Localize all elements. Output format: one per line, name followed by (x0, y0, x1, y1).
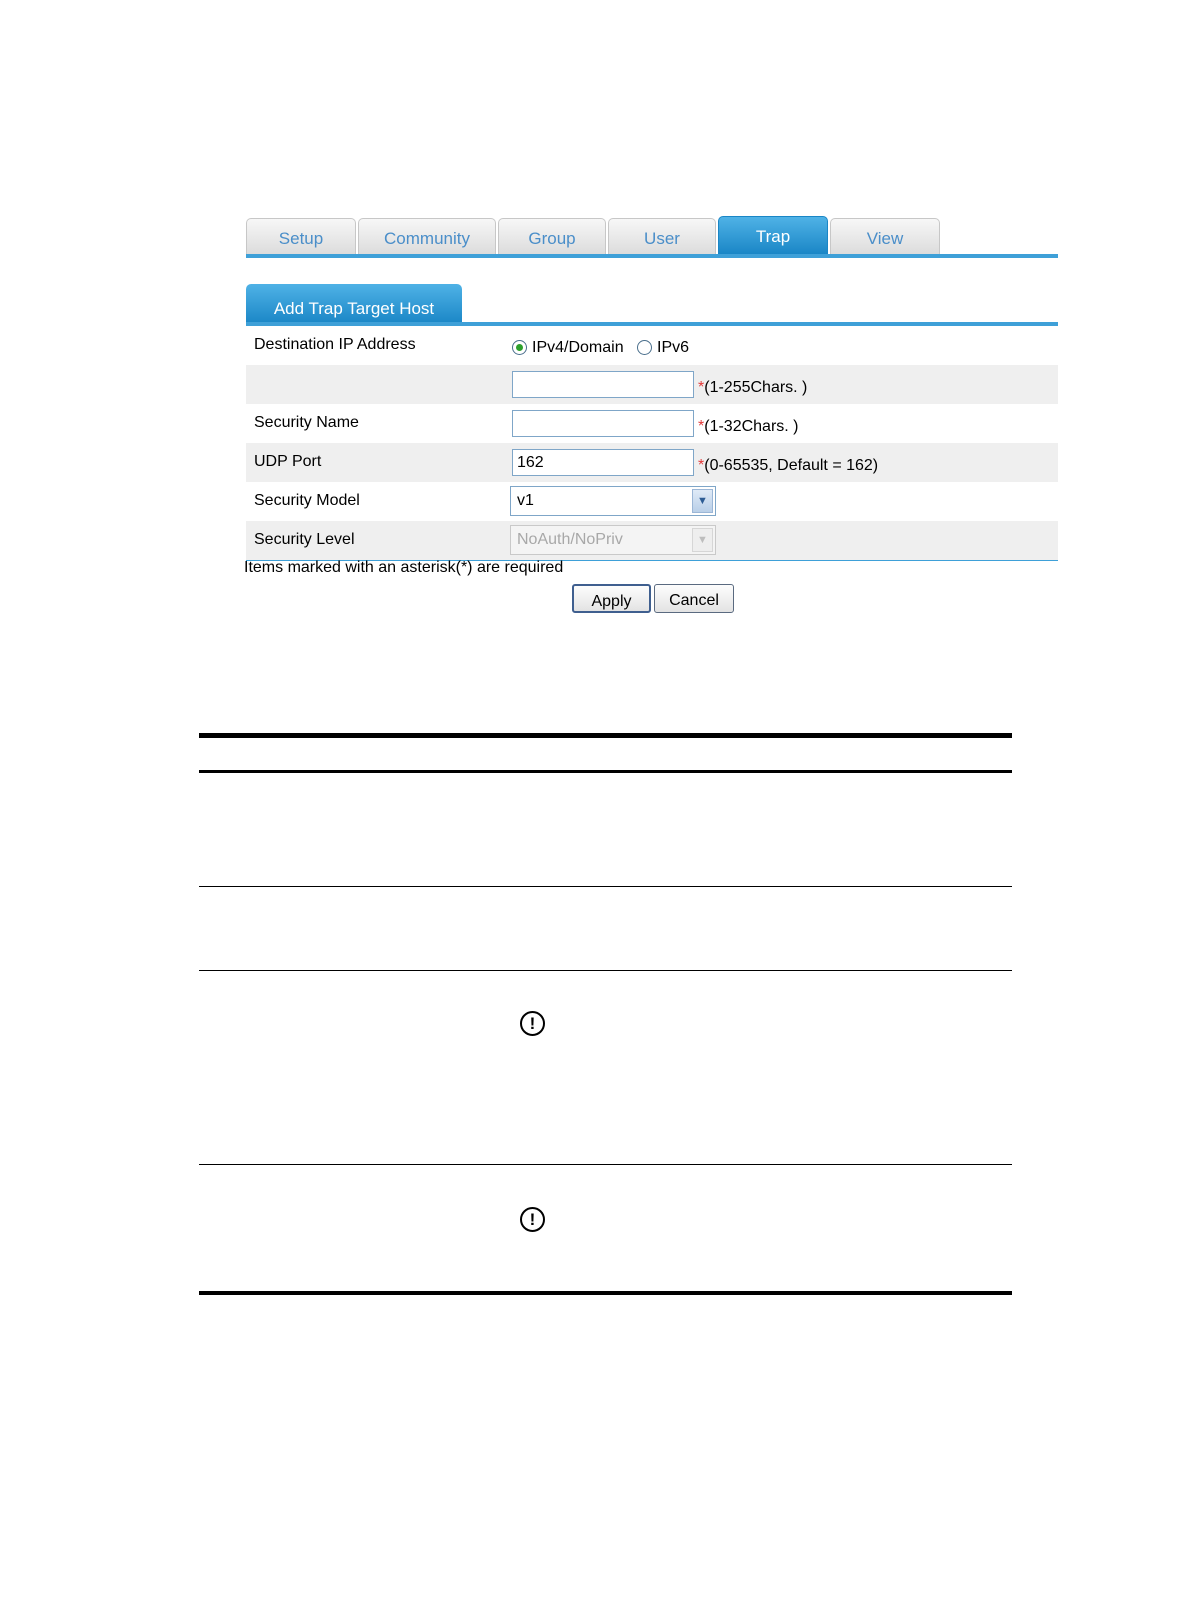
row-security-level (246, 521, 1058, 560)
warning-icon: ! (520, 1011, 545, 1036)
security-name-hint-text: (1-32Chars. ) (704, 418, 799, 435)
destination-ip-hint (698, 379, 807, 397)
warning-icon: ! (520, 1207, 545, 1232)
security-name-input[interactable] (512, 410, 694, 437)
main-tab-bar (246, 215, 1058, 257)
snmp-trap-screenshot (244, 215, 1058, 610)
security-level-label: Security Level (254, 531, 355, 548)
table-row-divider (199, 886, 1012, 887)
destination-ip-input[interactable] (512, 371, 694, 398)
table-row-divider (199, 970, 1012, 971)
destination-ip-label: Destination IP Address (254, 336, 416, 353)
required-star: * (698, 457, 705, 474)
tab-trap[interactable]: Trap (718, 216, 828, 254)
security-level-value: NoAuth/NoPriv (517, 531, 623, 548)
security-name-hint (698, 418, 798, 436)
tab-community[interactable]: Community (358, 218, 496, 254)
tab-setup[interactable]: Setup (246, 218, 356, 254)
security-model-select[interactable] (510, 486, 716, 516)
security-model-value: v1 (517, 492, 534, 509)
security-model-label: Security Model (254, 492, 360, 509)
table-bottom-rule (199, 1291, 1012, 1295)
row-security-model (246, 482, 1058, 521)
security-name-label: Security Name (254, 414, 359, 431)
row-security-name (246, 404, 1058, 443)
security-level-select (510, 525, 716, 555)
sub-tab-bar (246, 284, 1058, 326)
row-destination-ip-type (246, 326, 1058, 365)
tab-underline (246, 254, 1058, 258)
cancel-button[interactable]: Cancel (654, 584, 734, 613)
chevron-down-icon: ▼ (692, 528, 713, 552)
required-star: * (698, 379, 705, 396)
apply-button[interactable]: Apply (572, 584, 651, 613)
chevron-down-icon[interactable]: ▼ (692, 489, 713, 513)
required-star: * (698, 418, 705, 435)
radio-ipv4-domain[interactable] (512, 340, 527, 355)
table-header-rule (199, 770, 1012, 773)
udp-port-hint (698, 457, 878, 475)
tab-group[interactable]: Group (498, 218, 606, 254)
radio-ipv4-domain-label: IPv4/Domain (532, 339, 624, 356)
table-row-divider (199, 1164, 1012, 1165)
destination-ip-hint-text: (1-255Chars. ) (704, 379, 808, 396)
radio-ipv6[interactable] (637, 340, 652, 355)
udp-port-label: UDP Port (254, 453, 322, 470)
radio-ipv6-label: IPv6 (657, 339, 690, 356)
table-top-rule (199, 733, 1012, 738)
row-udp-port (246, 443, 1058, 482)
row-destination-ip-input (246, 365, 1058, 404)
tab-view[interactable]: View (830, 218, 940, 254)
required-note: Items marked with an asterisk(*) are required (244, 559, 564, 576)
tab-add-trap-target-host[interactable]: Add Trap Target Host (246, 284, 462, 324)
tab-user[interactable]: User (608, 218, 716, 254)
trap-target-form (246, 326, 1058, 561)
udp-port-hint-text: (0-65535, Default = 162) (704, 457, 879, 474)
udp-port-input[interactable]: 162 (512, 449, 694, 476)
